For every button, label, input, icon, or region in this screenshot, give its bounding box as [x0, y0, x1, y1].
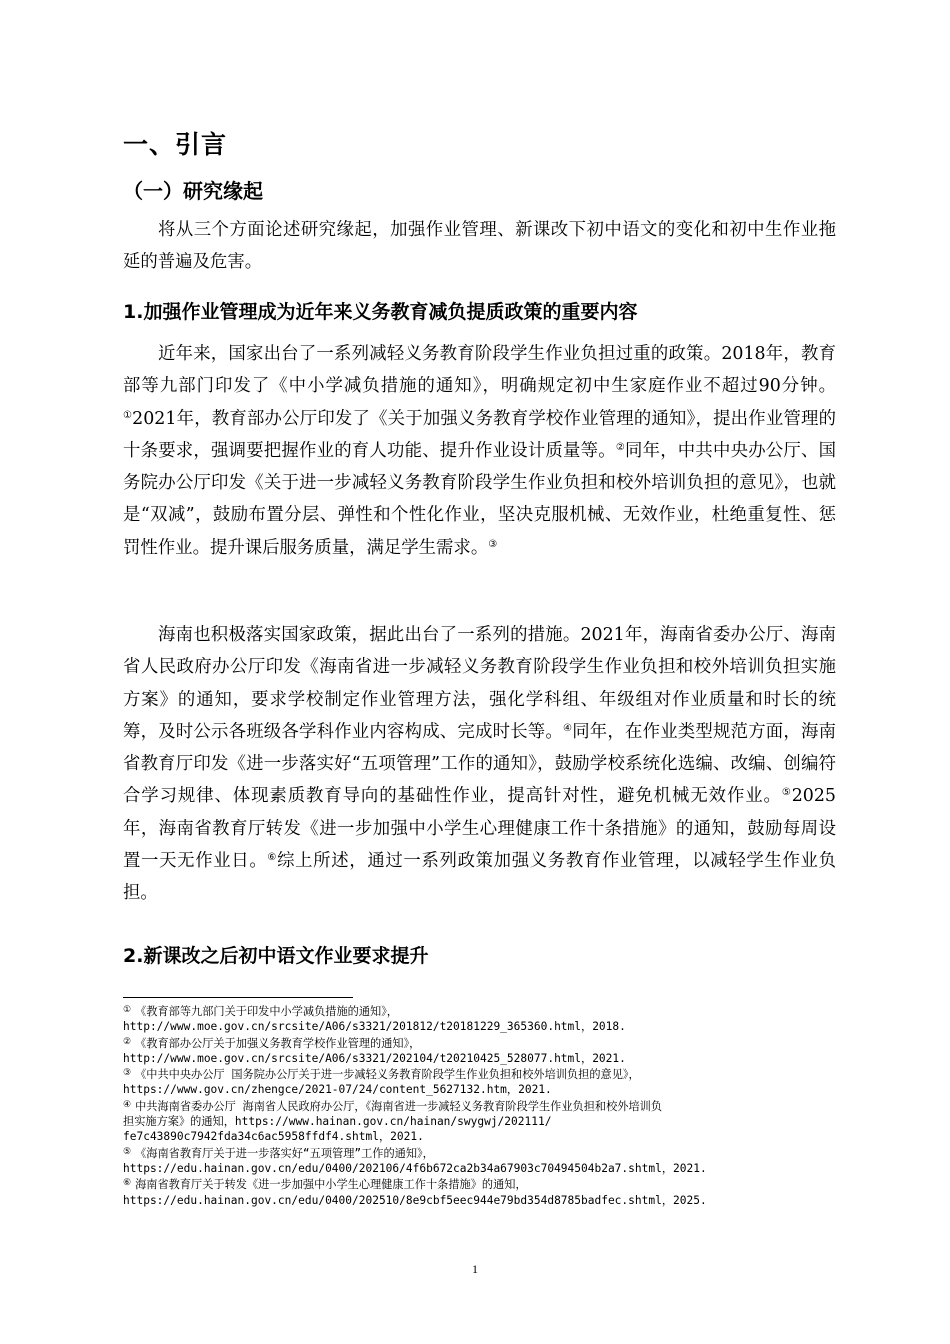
footnote-line	[123, 1003, 833, 1019]
footnote-ref-1[interactable]: ①	[123, 409, 133, 421]
footnote-line	[123, 1098, 833, 1114]
chapter-heading: 一、引言	[123, 130, 228, 159]
intro-paragraph: 将从三个方面论述研究缘起，加强作业管理、新课改下初中语文的变化和初中生作业拖延的普遍及危害。	[123, 220, 836, 273]
footnote-text: 中共海南省委办公厅 海南省人民政府办公厅，《海南省进一步减轻义务教育阶段学生作业负担和校外培训负	[135, 1099, 663, 1113]
footnote-number: ③	[123, 1068, 132, 1079]
footnote-text: 《海南省教育厅关于进一步落实好“五项管理”工作的通知》，	[135, 1146, 434, 1160]
footnote-link[interactable]: http://www.moe.gov.cn/srcsite/A06/s3321/202104/t20210425_528077.html，2021.	[123, 1051, 626, 1065]
footnotes	[123, 1003, 833, 1208]
footnote-link[interactable]: https://edu.hainan.gov.cn/edu/0400/202510/8e9cbf5eec944e79bd354d8785badfec.shtml，2025.	[123, 1193, 707, 1207]
footnote-ref-5[interactable]: ⑤	[781, 787, 792, 799]
footnote-number: ②	[123, 1036, 132, 1047]
footnote-line	[123, 1066, 833, 1082]
paragraph-text: 近年来，国家出台了一系列减轻义务教育阶段学生作业负担过重的政策。2018年，教育部等九部门印发了《中小学减负措施的通知》，明确规定初中生家庭作业不超过90分钟。	[123, 344, 836, 397]
footnote-link[interactable]: 担实施方案》的通知，https://www.hainan.gov.cn/hainan/swygwj/202111/	[123, 1115, 552, 1129]
footnote-number: ④	[123, 1099, 132, 1110]
footnote-text: 《教育部办公厅关于加强义务教育学校作业管理的通知》，	[135, 1036, 421, 1050]
footnote-text: 海南省教育厅关于转发《进一步加强中小学生心理健康工作十条措施》的通知，	[135, 1178, 527, 1192]
footnote	[123, 1098, 833, 1145]
footnote-number: ⑤	[123, 1146, 132, 1157]
policy-paragraph-national	[123, 338, 836, 564]
footnote-line	[123, 1035, 833, 1051]
policy-paragraph-hainan	[123, 619, 836, 910]
paragraph-text: 同年，中共中央办公厅、国务院办公厅印发《关于进一步减轻义务教育阶段学生作业负担和校外培训负担的意见》，也就是“双减”，鼓励布置分层、弹性和个性化作业，坚决克服机械、无效作业，杜绝重复性、惩罚性作业。提升课后服务质量，满足学生需求。	[123, 440, 836, 558]
page-number: 1	[472, 1262, 478, 1276]
subsection-heading-1: 1.加强作业管理成为近年来义务教育减负提质政策的重要内容	[123, 301, 638, 323]
paragraph-text: 综上所述，通过一系列政策加强义务教育作业管理，以减轻学生作业负担。	[123, 851, 836, 904]
footnote-ref-6[interactable]: ⑥	[267, 852, 278, 864]
section-heading: （一）研究缘起	[123, 179, 263, 203]
footnote	[123, 1176, 833, 1208]
footnote	[123, 1066, 833, 1098]
footnote-separator	[123, 997, 353, 998]
footnote-line	[123, 1145, 833, 1161]
paragraph-text: 2025年，海南省教育厅转发《进一步加强中小学生心理健康工作十条措施》的通知，鼓励每周设置一天无作业日。	[123, 786, 836, 872]
footnote-link[interactable]: http://www.moe.gov.cn/srcsite/A06/s3321/201812/t20181229_365360.html，2018.	[123, 1020, 626, 1034]
footnote-line	[123, 1176, 833, 1192]
footnote	[123, 1003, 833, 1035]
footnote	[123, 1145, 833, 1177]
footnote-ref-2[interactable]: ②	[615, 441, 625, 453]
paragraph-text: 海南也积极落实国家政策，据此出台了一系列的措施。2021年，海南省委办公厅、海南省人民政府办公厅印发《海南省进一步减轻义务教育阶段学生作业负担和校外培训负担实施方案》的通知，要求学校制定作业管理方法，强化学科组、年级组对作业质量和时长的统筹，及时公示各班级各学科作业内容构成、完成时长等。	[123, 625, 836, 742]
footnote-link[interactable]: https://edu.hainan.gov.cn/edu/0400/202106/4f6b672ca2b34a67903c70494504b2a7.shtml，2021.	[123, 1161, 707, 1175]
footnote-ref-4[interactable]: ④	[563, 722, 573, 734]
footnote	[123, 1035, 833, 1067]
paragraph-text: 2021年，教育部办公厅印发了《关于加强义务教育学校作业管理的通知》，提出作业管理的十条要求，强调要把握作业的育人功能、提升作业设计质量等。	[123, 408, 837, 461]
footnote-link[interactable]: fe7c43890c7942fda34c6ac5958ffdf4.shtml，2021.	[123, 1130, 424, 1144]
paragraph-text: 同年，在作业类型规范方面，海南省教育厅印发《进一步落实好“五项管理”工作的通知》，鼓励学校系统化选编、改编、创编符合学习规律、体现素质教育导向的基础性作业，提高针对性，避免机械无效作业。	[123, 721, 836, 807]
footnote-link[interactable]: https://www.gov.cn/zhengce/2021-07/24/content_5627132.htm，2021.	[123, 1083, 552, 1097]
footnote-number: ⑥	[123, 1178, 132, 1189]
footnote-number: ①	[123, 1005, 132, 1015]
footnote-text: 《中共中央办公厅 国务院办公厅关于进一步减轻义务教育阶段学生作业负担和校外培训负担的意见》，	[135, 1068, 640, 1082]
subsection-heading-2: 2.新课改之后初中语文作业要求提升	[123, 945, 429, 967]
footnote-text: 《教育部等九部门关于印发中小学减负措施的通知》，	[135, 1005, 398, 1018]
footnote-ref-3[interactable]: ③	[488, 538, 498, 550]
